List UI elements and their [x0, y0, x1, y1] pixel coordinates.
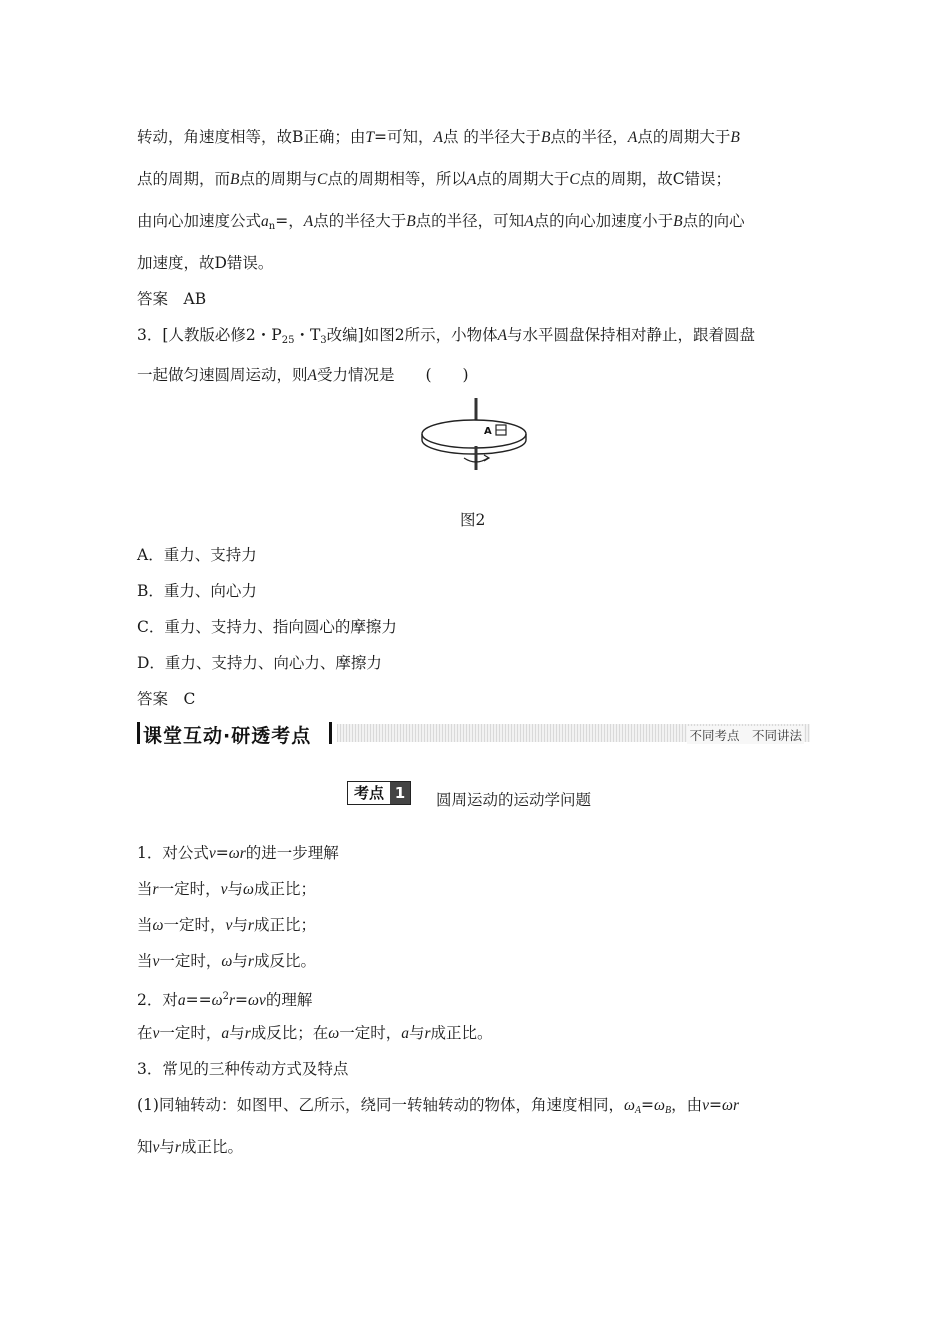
kaodian-badge: 考点 1	[347, 781, 411, 805]
option-a: A．重力、支持力	[137, 546, 257, 564]
text-line: 点的周期，而B点的周期与C点的周期相等，所以A点的周期大于C点的周期，故C错误；	[137, 170, 732, 188]
text-line: 当ω一定时，v与r成正比；	[137, 916, 316, 934]
rotating-disk-figure	[418, 398, 530, 470]
option-b: B．重力、向心力	[137, 582, 257, 600]
text-line: 当r一定时，v与ω成正比；	[137, 880, 316, 898]
option-d: D．重力、支持力、向心力、摩擦力	[137, 654, 382, 672]
text-line: 加速度，故D错误。	[137, 254, 274, 272]
subsection-heading: 1．对公式v=ωr的进一步理解	[137, 844, 339, 862]
text-line: 知v与r成正比。	[137, 1138, 243, 1156]
object-a-label: A	[484, 426, 492, 437]
text-line: 由向心加速度公式$a_n=$，A点的半径大于B点的半径，可知A点的向心加速度小于B点的向心	[137, 212, 745, 232]
section-title: 课堂互动·研透考点	[143, 725, 312, 747]
section-banner	[137, 720, 810, 746]
subsection-heading: 2．对$a==\omega^2r=\omega v$的理解	[137, 991, 313, 1009]
text-line: (1)同轴转动：如图甲、乙所示，绕同一转轴转动的物体，角速度相同，$\omega_A=\omega_B$，由v=ωr	[137, 1096, 739, 1116]
section-subtitle: 不同考点 不同讲法	[689, 728, 802, 743]
subsection-heading: 3．常见的三种传动方式及特点	[137, 1060, 349, 1078]
text-line: 转动，角速度相等，故B正确；由T=可知，A点 的半径大于B点的半径，A点的周期大于B	[137, 128, 740, 146]
text-line: 在v一定时，a与r成反比；在ω一定时，a与r成正比。	[137, 1024, 493, 1042]
option-c: C．重力、支持力、指向圆心的摩擦力	[137, 618, 397, 636]
question-3: 3．[人教版必修2・$P_{25}$・$T_3$改编]如图2所示，小物体A与水平圆盘保持相对静止，跟着圆盘	[137, 326, 756, 346]
answer: 答案 AB	[137, 290, 207, 308]
kaodian-title: 圆周运动的运动学问题	[436, 791, 592, 809]
text-line: 当v一定时，ω与r成反比。	[137, 952, 316, 970]
question-3-cont: 一起做匀速圆周运动，则A受力情况是 ( )	[137, 366, 469, 384]
figure-caption: 图2	[460, 511, 486, 529]
answer: 答案 C	[137, 690, 196, 708]
